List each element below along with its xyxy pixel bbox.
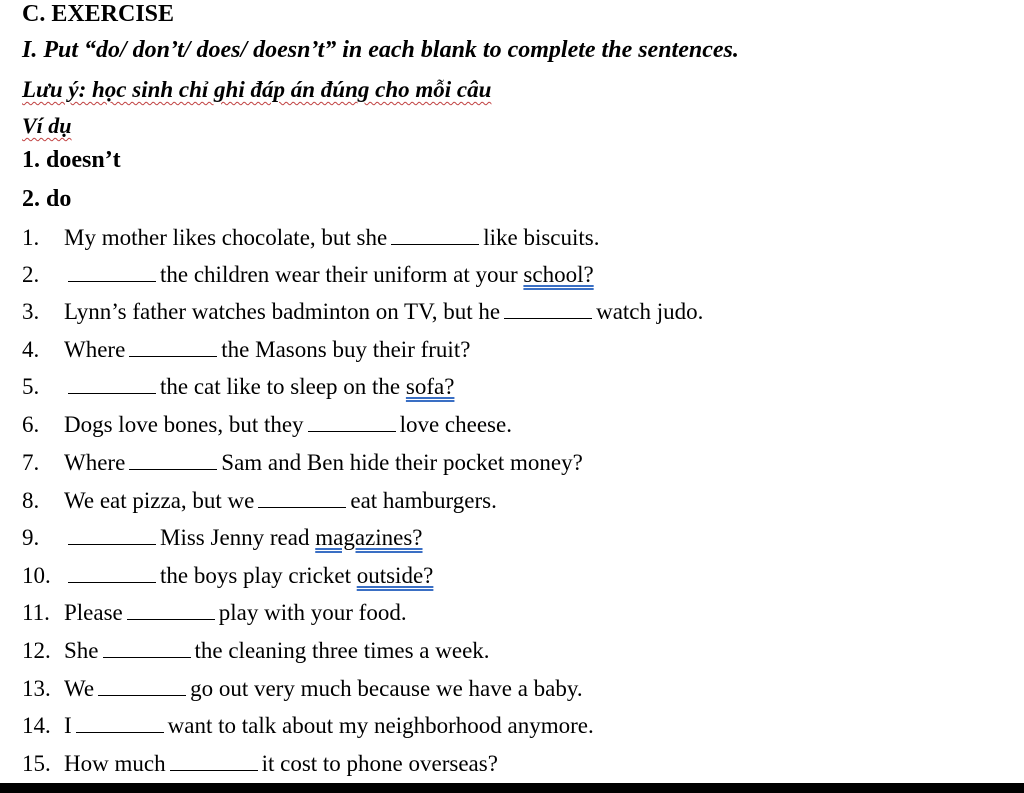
question-text-after: it cost to phone overseas? <box>261 751 498 776</box>
question-number: 8. <box>22 488 40 513</box>
question-number: 15. <box>22 751 51 776</box>
answer-blank[interactable] <box>391 243 479 245</box>
bottom-border <box>0 783 1024 793</box>
question-text-after: the cleaning three times a week. <box>194 638 490 663</box>
example-answer-1: 1. doesn’t <box>22 147 121 173</box>
note-text <box>22 76 491 104</box>
grammar-flagged-word: magazines? <box>315 525 423 550</box>
question-number: 10. <box>22 563 51 588</box>
answer-blank[interactable] <box>308 430 396 432</box>
question-text-before: Where <box>64 337 126 362</box>
question-line <box>22 298 703 326</box>
question-number: 13. <box>22 676 51 701</box>
answer-blank[interactable] <box>68 280 156 282</box>
question-line <box>22 637 490 665</box>
instruction-text: I. Put “do/ don’t/ does/ doesn’t” in each blank to complete the sentences. <box>22 37 739 63</box>
question-text-before: We eat pizza, but we <box>64 488 255 513</box>
question-line <box>22 449 583 477</box>
question-number: 1. <box>22 225 40 250</box>
question-number: 7. <box>22 450 40 475</box>
question-number: 3. <box>22 299 40 324</box>
question-text-after: watch judo. <box>596 299 704 324</box>
question-text-before: Where <box>64 450 126 475</box>
question-text-before: I <box>64 713 72 738</box>
question-text-before: Please <box>64 600 123 625</box>
grammar-flagged-word: sofa? <box>405 374 455 399</box>
answer-blank[interactable] <box>258 506 346 508</box>
question-text-after: eat hamburgers. <box>350 488 497 513</box>
question-line <box>22 562 433 590</box>
answer-blank[interactable] <box>98 694 186 696</box>
grammar-flagged-word: school? <box>523 262 594 287</box>
question-number: 14. <box>22 713 51 738</box>
question-line <box>22 675 583 703</box>
question-line <box>22 599 407 627</box>
note-label: Lưu ý: học sinh chỉ ghi đáp án đúng cho mỗi câu <box>22 77 492 102</box>
answer-blank[interactable] <box>68 581 156 583</box>
question-line <box>22 524 423 552</box>
question-text-before: Dogs love bones, but they <box>64 412 304 437</box>
answer-blank[interactable] <box>129 468 217 470</box>
grammar-flagged-word: outside? <box>356 563 434 588</box>
question-line <box>22 487 497 515</box>
question-line <box>22 261 594 289</box>
question-text-after: Sam and Ben hide their pocket money? <box>221 450 583 475</box>
question-line <box>22 750 498 778</box>
question-number: 2. <box>22 262 40 287</box>
answer-blank[interactable] <box>68 543 156 545</box>
question-line <box>22 712 594 740</box>
question-line <box>22 336 470 364</box>
question-text-after: the cat like to sleep on the <box>160 374 406 399</box>
question-text-after: like biscuits. <box>483 225 600 250</box>
question-line <box>22 411 512 439</box>
question-text-after: love cheese. <box>399 412 512 437</box>
question-text-after: the Masons buy their fruit? <box>221 337 471 362</box>
question-number: 6. <box>22 412 40 437</box>
question-line <box>22 373 454 401</box>
question-number: 11. <box>22 600 50 625</box>
question-text-before: How much <box>64 751 166 776</box>
question-text-before: My mother likes chocolate, but she <box>64 225 388 250</box>
question-text-after: go out very much because we have a baby. <box>190 676 583 701</box>
question-number: 9. <box>22 525 40 550</box>
question-line <box>22 224 599 252</box>
answer-blank[interactable] <box>103 656 191 658</box>
question-text-after: play with your food. <box>218 600 407 625</box>
example-label-text: Ví dụ <box>22 113 72 138</box>
answer-blank[interactable] <box>170 769 258 771</box>
answer-blank[interactable] <box>504 317 592 319</box>
answer-blank[interactable] <box>76 731 164 733</box>
example-label <box>22 112 72 140</box>
example-answer-2: 2. do <box>22 186 72 212</box>
section-title: C. EXERCISE <box>22 1 175 27</box>
question-text-before: She <box>64 638 99 663</box>
question-text-before: Lynn’s father watches badminton on TV, but he <box>64 299 501 324</box>
question-number: 4. <box>22 337 40 362</box>
question-text-after: want to talk about my neighborhood anymore. <box>167 713 594 738</box>
question-text-before: We <box>64 676 95 701</box>
answer-blank[interactable] <box>127 618 215 620</box>
answer-blank[interactable] <box>129 355 217 357</box>
answer-blank[interactable] <box>68 392 156 394</box>
question-text-after: Miss Jenny read <box>160 525 316 550</box>
question-number: 5. <box>22 374 40 399</box>
question-text-after: the children wear their uniform at your <box>160 262 524 287</box>
question-number: 12. <box>22 638 51 663</box>
question-text-after: the boys play cricket <box>160 563 357 588</box>
